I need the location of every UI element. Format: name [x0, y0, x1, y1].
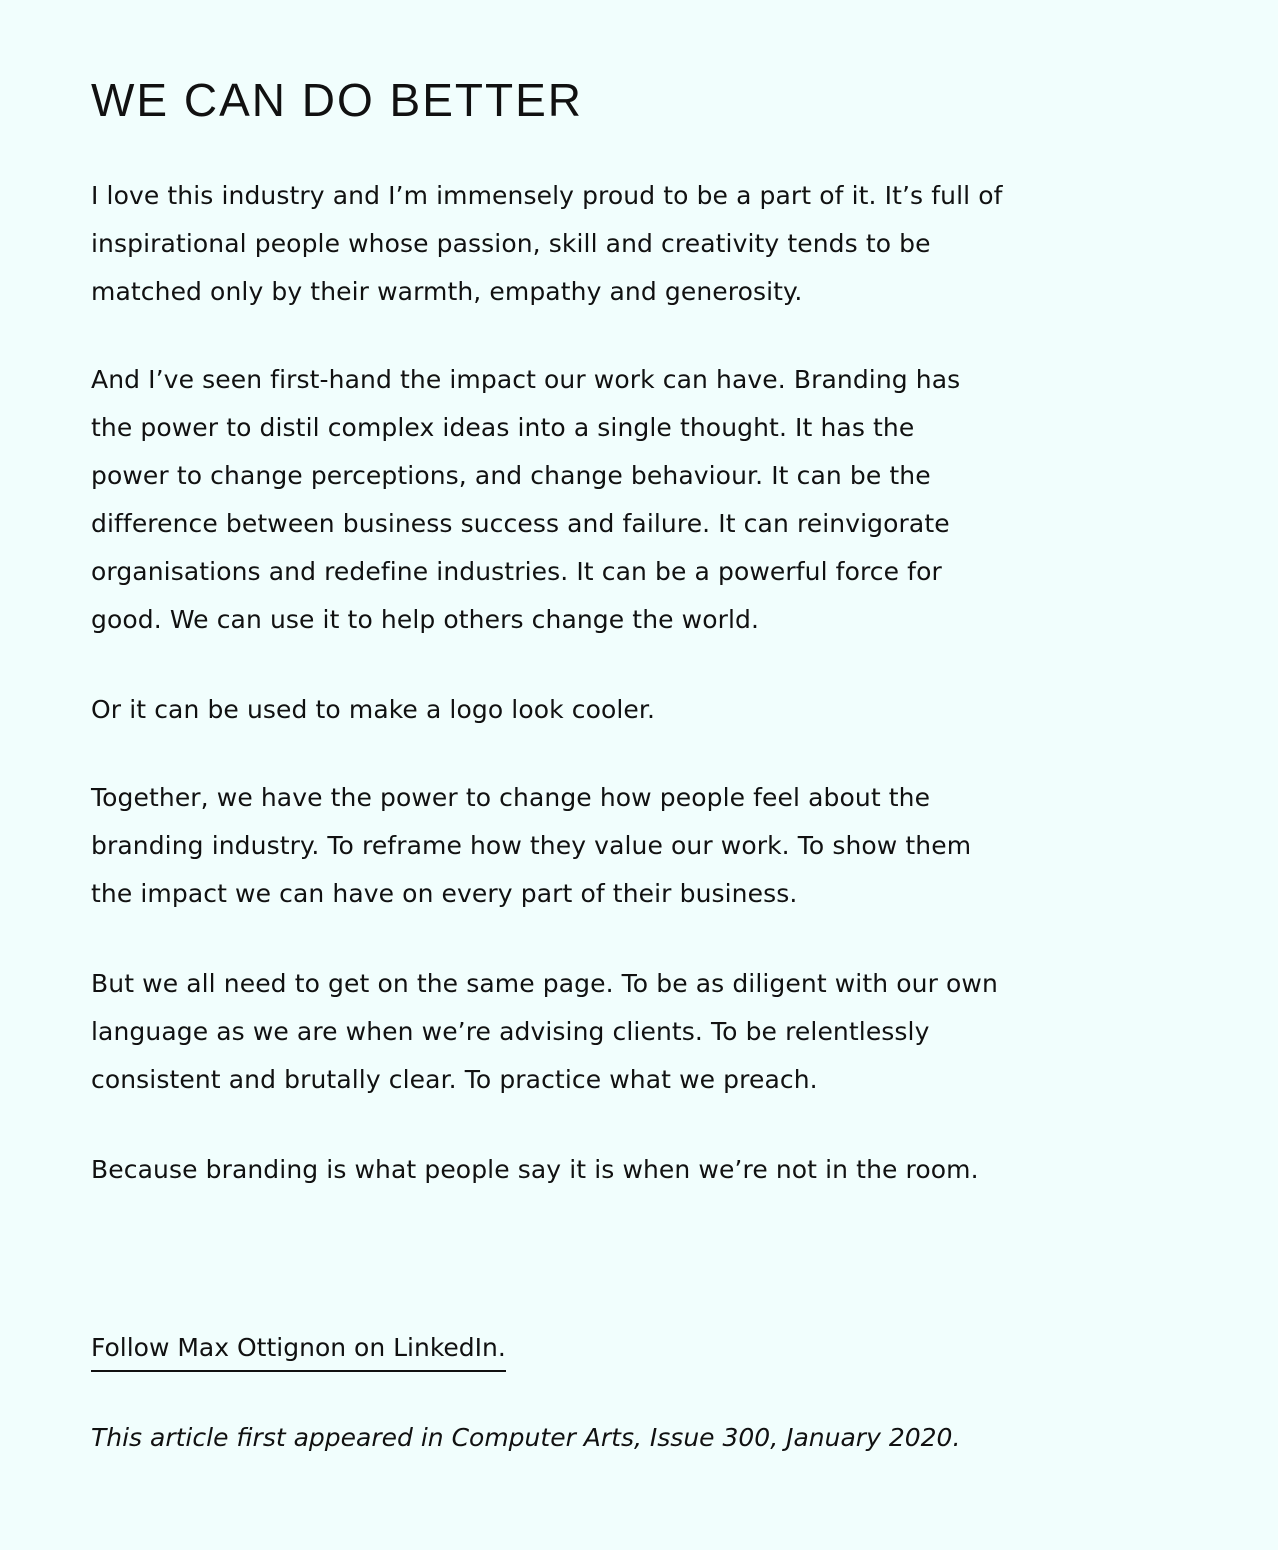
follow-linkedin-link[interactable]: Follow Max Ottignon on LinkedIn. — [91, 1324, 506, 1372]
paragraph-line: Together, we have the power to change how people feel about the — [91, 783, 931, 812]
paragraph-line: power to change perceptions, and change behaviour. It can be the — [91, 461, 931, 490]
article-title: WE CAN DO BETTER — [91, 74, 584, 126]
paragraph-line: Or it can be used to make a logo look cooler. — [91, 695, 656, 724]
paragraph-line: But we all need to get on the same page. To be as diligent with our own — [91, 969, 998, 998]
article-credit: This article first appeared in Computer Arts, Issue 300, January 2020. — [91, 1423, 961, 1452]
paragraph-line: I love this industry and I’m immensely proud to be a part of it. It’s full of — [91, 181, 1003, 210]
paragraph-line: the impact we can have on every part of their business. — [91, 879, 798, 908]
paragraph-2 — [91, 356, 1151, 644]
paragraph-line: difference between business success and failure. It can reinvigorate — [91, 509, 950, 538]
paragraph-6 — [91, 1146, 1151, 1194]
paragraph-1 — [91, 172, 1151, 316]
paragraph-3 — [91, 686, 1151, 734]
paragraph-line: And I’ve seen first-hand the impact our work can have. Branding has — [91, 365, 961, 394]
paragraph-line: language as we are when we’re advising clients. To be relentlessly — [91, 1017, 930, 1046]
paragraph-line: matched only by their warmth, empathy and generosity. — [91, 277, 803, 306]
paragraph-4 — [91, 774, 1151, 918]
paragraph-line: the power to distil complex ideas into a single thought. It has the — [91, 413, 915, 442]
paragraph-5 — [91, 960, 1151, 1104]
paragraph-line: inspirational people whose passion, skill and creativity tends to be — [91, 229, 931, 258]
paragraph-line: organisations and redefine industries. It can be a powerful force for — [91, 557, 942, 586]
paragraph-line: good. We can use it to help others change the world. — [91, 605, 760, 634]
paragraph-line: branding industry. To reframe how they value our work. To show them — [91, 831, 972, 860]
paragraph-line: Because branding is what people say it is when we’re not in the room. — [91, 1155, 979, 1184]
paragraph-line: consistent and brutally clear. To practice what we preach. — [91, 1065, 818, 1094]
